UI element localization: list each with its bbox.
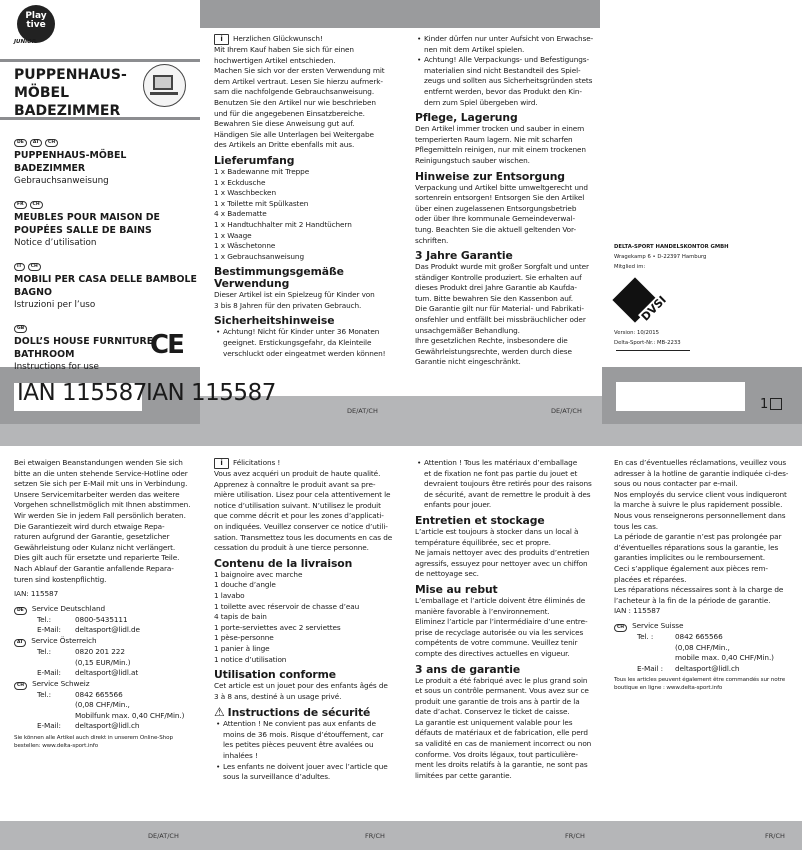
contact-label: Tel.: bbox=[37, 614, 52, 624]
info-book-icon: i bbox=[214, 34, 229, 45]
column-de-1 bbox=[214, 34, 404, 359]
section-heading: 3 ans de garantie bbox=[415, 662, 521, 676]
country-badge: CH bbox=[14, 682, 27, 690]
paragraph: Le produit a été fabriqué avec le plus grand soin et sous un contrôle permanent. Vous avez sur ce produit une garantie de trois ans à partir de la date d’achat. Conservez le ticket de caisse. La garantie est uniquement valable pour les défauts de matériaux et de fabrication, elle perd sa validité en cas de maniement incorrect ou non conforme. Vos droits légaux, tout particulière- ment les droits relatifs à la garantie, ne sont pas limitées par cette garantie. bbox=[415, 675, 592, 780]
section-heading bbox=[214, 706, 404, 719]
shop-note: Tous les articles peuvent également être commandés sur notre boutique en ligne : www.delta-sport.info bbox=[614, 677, 786, 691]
service-heading: AT Service Österreich bbox=[14, 636, 204, 647]
paragraph: IAN : 115587 bbox=[614, 606, 661, 616]
column-fr-service bbox=[614, 458, 802, 692]
paragraph: Dieser Artikel ist ein Spielzeug für Kinder von 3 bis 8 Jahren für den privaten Gebrauch. bbox=[214, 290, 375, 310]
warning-icon: ⚠ bbox=[214, 705, 225, 720]
top-band bbox=[200, 0, 600, 28]
contact-label: E-Mail: bbox=[37, 721, 61, 731]
service-heading: CH Service Suisse bbox=[614, 621, 802, 632]
section-title: DOLL’S HOUSE FURNITURE BATHROOM bbox=[14, 336, 154, 360]
contact-label: E-Mail : bbox=[637, 663, 664, 673]
footer-label: DE/AT/CH bbox=[148, 832, 179, 840]
logo-junior: JUNIOR bbox=[14, 39, 37, 45]
section-heading: Entretien et stockage bbox=[415, 513, 545, 527]
section-title: MOBILI PER CASA DELLE BAMBOLE BAGNO bbox=[14, 274, 197, 298]
contact-label: E-Mail: bbox=[37, 625, 61, 635]
bullet-item: • Achtung! Alle Verpackungs- und Befestigungs- materialien sind nicht Bestandteil des Spiel- zeugs und sollten aus Sicherheitsgründen stets entfernt werden, bevor das Produkt den Kin- dern zum Spiel übergeben wird. bbox=[415, 55, 605, 108]
bullet-item: • Kinder dürfen nur unter Aufsicht von Erwachse- nen mit dem Artikel spielen. bbox=[415, 34, 605, 55]
section-heading: Hinweise zur Entsorgung bbox=[415, 169, 565, 183]
country-badge: AT bbox=[30, 139, 42, 147]
footer-label: FR/CH bbox=[565, 832, 585, 840]
section-subtitle: Gebrauchsanweisung bbox=[14, 176, 109, 186]
checkbox-square-icon bbox=[770, 398, 782, 410]
contact-value: 0800-5435111 bbox=[75, 614, 128, 624]
bullet-item: • Attention ! Tous les matériaux d’emballage et de fixation ne font pas partie du jouet et devraient toujours être retirés pour des raisons de sécurité, avant de remettre le produit à des enfants pour jouer. bbox=[415, 458, 605, 511]
country-badge: DE bbox=[14, 139, 27, 147]
paragraph: Das Produkt wurde mit großer Sorgfalt und unter ständiger Kontrolle produziert. Sie erhalten auf dieses Produkt drei Jahre Garantie ab Kaufda- tum. Bitte bewahren Sie den Kassenbon auf. Die Garantie gilt nur für Material- und Fabrikati- onsfehler und entfällt bei missbräuchlicher oder unsachgemäßer Behandlung. Ihre gesetzlichen Rechte, insbesondere die Gewährleistungsrechte, werden durch diese Garantie nicht eingeschränkt. bbox=[415, 262, 589, 367]
playtive-logo bbox=[17, 5, 55, 43]
section-heading: Bestimmungsgemäße Verwendung bbox=[214, 265, 344, 291]
service-heading: DE Service Deutschland bbox=[14, 604, 204, 615]
section-heading: Sicherheitshinweise bbox=[214, 314, 335, 328]
country-badge: IT bbox=[14, 263, 25, 271]
company-address: Wragekamp 6 • D-22397 Hamburg bbox=[614, 254, 707, 260]
contact-label: E-Mail: bbox=[37, 668, 61, 678]
product-title: PUPPENHAUS- MÖBEL BADEZIMMER bbox=[14, 67, 127, 119]
contact-value: 0842 665566 (0,08 CHF/Min., mobile max. 0,40 CHF/Min.) bbox=[675, 631, 774, 663]
ian-number: IAN 115587 bbox=[17, 380, 147, 406]
member-label: Mitglied im: bbox=[614, 264, 646, 270]
section-subtitle: Istruzioni per l’uso bbox=[14, 300, 96, 310]
bottom-band bbox=[0, 821, 802, 850]
contact-value: 0820 201 222 (0,15 EUR/Min.) bbox=[75, 646, 131, 667]
article-number: Delta-Sport-Nr.: MB-2233 bbox=[614, 340, 681, 346]
country-badge: CH bbox=[28, 263, 41, 271]
company-info bbox=[614, 242, 729, 272]
section-heading: 3 Jahre Garantie bbox=[415, 249, 513, 263]
footer-label: FR/CH bbox=[765, 832, 785, 840]
language-badges bbox=[14, 252, 204, 271]
service-contact bbox=[14, 604, 204, 636]
paragraph: Cet article est un jouet pour des enfants âgés de 3 à 8 ans, destiné à un usage privé. bbox=[214, 681, 388, 701]
intro-paragraph: i Félicitations ! Vous avez acquéri un produit de haute qualité. Apprenez à connaître le produit avant sa pre- mière utilisation. Lisez pour cela attentivement le notice d’utilisation suivant. N’utilisez le produit que comme décrit et pour les zones d’applicati- on indiquées. Veuillez conserver ce notice d’utili- sation. Transmettez tous les documents en cas de cessation du produit à une tierce personne. bbox=[214, 458, 393, 553]
paragraph: Verpackung und Artikel bitte umweltgerecht und sortenrein entsorgen! Entsorgen Sie den Artikel über einen zugelassenen Entsorgungsbetrieb oder über Ihre kommunale Gemeindeverwal- tung. Beachten Sie die aktuell geltenden Vor- schriften. bbox=[415, 182, 588, 245]
country-badge: FR bbox=[14, 201, 27, 209]
logo-text: tive bbox=[26, 20, 46, 30]
service-contact bbox=[614, 621, 802, 674]
column-fr-2 bbox=[415, 458, 605, 781]
section-heading: Utilisation conforme bbox=[214, 668, 336, 682]
language-badges bbox=[14, 190, 204, 209]
service-contact bbox=[14, 636, 204, 679]
contact-label: Tel.: bbox=[37, 689, 52, 699]
paragraph: Den Artikel immer trocken und sauber in einem temperierten Raum lagern. Nie mit scharfen Pflegemitteln reinigen, nur mit einem trockenen Reinigungstuch sauber wischen. bbox=[415, 124, 586, 165]
bullet-item: • Les enfants ne doivent jouer avec l’article que sous la surveillance d’adultes. bbox=[214, 762, 404, 783]
section-title: MEUBLES POUR MAISON DE POUPÉES SALLE DE BAINS bbox=[14, 212, 160, 236]
version-info bbox=[614, 328, 681, 348]
country-badge: DE bbox=[14, 607, 27, 615]
section-heading: Pflege, Lagerung bbox=[415, 111, 518, 125]
section-title: PUPPENHAUS-MÖBEL BADEZIMMER bbox=[14, 150, 127, 174]
country-badge: CH bbox=[45, 139, 58, 147]
footer-label: DE/AT/CH bbox=[551, 407, 582, 415]
contact-value: deltasport@lidl.ch bbox=[75, 721, 140, 731]
contact-value: deltasport@lidl.de bbox=[75, 625, 140, 635]
contact-label: Tel. : bbox=[637, 631, 654, 641]
paragraph: Bei etwaigen Beanstandungen wenden Sie sich bitte an die unten stehende Service-Hotline oder setzen Sie sich per E-Mail mit uns in Verbindung. Unsere Servicemitarbeiter werden das weitere Vorgehen schnellstmöglich mit Ihnen abstimmen. Wir werden Sie in jedem Fall persönlich beraten. Die Garantiezeit wird durch etwaige Repa- raturen aufgrund der Garantie, gesetzlicher Gewährleistung oder Kulanz nicht verlängert. Dies gilt auch für ersetzte und reparierte Teile. Nach Ablauf der Garantie anfallende Repara- turen sind kostenpflichtig. bbox=[14, 458, 191, 584]
company-name: DELTA-SPORT HANDELSKONTOR GMBH bbox=[614, 244, 729, 250]
divider bbox=[616, 350, 690, 351]
section-subtitle: Notice d’utilisation bbox=[14, 238, 97, 248]
country-badge: AT bbox=[14, 639, 26, 647]
bullet-item: • Attention ! Ne convient pas aux enfants de moins de 36 mois. Risque d’étouffement, car les petites pièces peuvent être avalées ou inhalées ! bbox=[214, 719, 404, 761]
footer-label: DE/AT/CH bbox=[347, 407, 378, 415]
page-number: 1 bbox=[760, 397, 769, 412]
column-de-service bbox=[14, 458, 204, 750]
web-manual-icon bbox=[143, 64, 186, 107]
service-heading: CH Service Schweiz bbox=[14, 679, 204, 690]
country-badge: CH bbox=[30, 201, 43, 209]
contact-label: Tel.: bbox=[37, 646, 52, 656]
paragraph: L’article est toujours à stocker dans un local à température équilibrée, sec et propre. Ne jamais nettoyer avec des produits d’entretien agressifs, essuyez pour nettoyer avec un chiffon de nettoyage sec. bbox=[415, 526, 590, 579]
service-contact bbox=[14, 679, 204, 732]
heading-text: Instructions de sécurité bbox=[227, 706, 371, 720]
divider bbox=[0, 59, 200, 62]
intro-paragraph: i Herzlichen Glückwunsch! Mit Ihrem Kauf haben Sie sich für einen hochwertigen Artikel entschieden. Machen Sie sich vor der ersten Verwendung mit dem Artikel vertraut. Lesen Sie hierzu aufmerk- sam die nachfolgende Gebrauchsanweisung. Benutzen Sie den Artikel nur wie beschrieben und für die angegebenen Einsatzbereiche. Bewahren Sie diese Anweisung gut auf. Händigen Sie alle Unterlagen bei Weitergabe des Artikels an Dritte ebenfalls mit aus. bbox=[214, 34, 385, 150]
blank-box bbox=[616, 382, 745, 411]
paragraph: En cas d’éventuelles réclamations, veuillez vous adresser à la hotline de garantie indiquée ci-des- sous ou nous contacter par e-mail. Nos employés du service client vous indiqueront la marche à suivre le plus rapidement possible. Nous vous renseignerons personnellement dans tous les cas. La période de garantie n’est pas prolongée par d’éventuelles réparations sous la garantie, les garanties implicites ou le remboursement. Ceci s’applique également aux pièces rem- placées et réparées. Les réparations nécessaires sont à la charge de l’acheteur à la fin de la période de garantie. bbox=[614, 458, 789, 605]
dvsi-logo-text: DVSI bbox=[638, 293, 669, 324]
column-de-2 bbox=[415, 34, 605, 368]
shop-note: Sie können alle Artikel auch direkt in unserem Online-Shop bestellen: www.delta-sport.info bbox=[14, 735, 173, 749]
contact-value: 0842 665566 (0,08 CHF/Min., Mobilfunk max. 0,40 CHF/Min.) bbox=[75, 689, 185, 720]
country-badge: GB bbox=[14, 325, 27, 333]
section-heading: Lieferumfang bbox=[214, 153, 295, 167]
paragraph: L’emballage et l’article doivent être éliminés de manière favorable à l’environnement. Eliminez l’article par l’intermédiaire d’une entre- prise de recyclage autorisée ou via les services compétents de votre commune. Veuillez tenir compte des directives actuelles en vigueur. bbox=[415, 595, 588, 658]
info-book-icon: i bbox=[214, 458, 229, 469]
paragraph: 1 x Badewanne mit Treppe 1 x Eckdusche 1 x Waschbecken 1 x Toilette mit Spülkasten 4 x Badematte 1 x Handtuchhalter mit 2 Handtüchern 1 x Waage 1 x Wäschetonne 1 x Gebrauchsanweisung bbox=[214, 166, 352, 261]
cover-title bbox=[14, 66, 127, 120]
language-badges bbox=[14, 128, 204, 147]
ian-number-overlap: IAN 115587 bbox=[146, 380, 276, 406]
contact-value: deltasport@lidl.ch bbox=[675, 663, 740, 673]
logo-text: Play bbox=[25, 11, 47, 21]
section-subtitle: Instructions for use bbox=[14, 362, 99, 372]
version: Version: 10/2015 bbox=[614, 330, 659, 336]
paragraph: 1 baignoire avec marche 1 douche d’angle 1 lavabo 1 toilette avec réservoir de chasse d’eau 4 tapis de bain 1 porte-serviettes avec 2 serviettes 1 pèse-personne 1 panier à linge 1 notice d’utilisation bbox=[214, 569, 360, 664]
contact-value: deltasport@lidl.at bbox=[75, 668, 139, 678]
column-fr-1 bbox=[214, 458, 404, 783]
section-heading: Mise au rebut bbox=[415, 582, 498, 596]
ce-mark: CE bbox=[150, 330, 183, 360]
bullet-item: • Achtung! Nicht für Kinder unter 36 Monaten geeignet. Erstickungsgefahr, da Kleinteile verschluckt oder eingeatmet werden können! bbox=[214, 327, 404, 359]
country-badge: CH bbox=[614, 624, 627, 632]
section-heading: Contenu de la livraison bbox=[214, 556, 353, 570]
paragraph: IAN: 115587 bbox=[14, 589, 59, 599]
footer-label: FR/CH bbox=[365, 832, 385, 840]
